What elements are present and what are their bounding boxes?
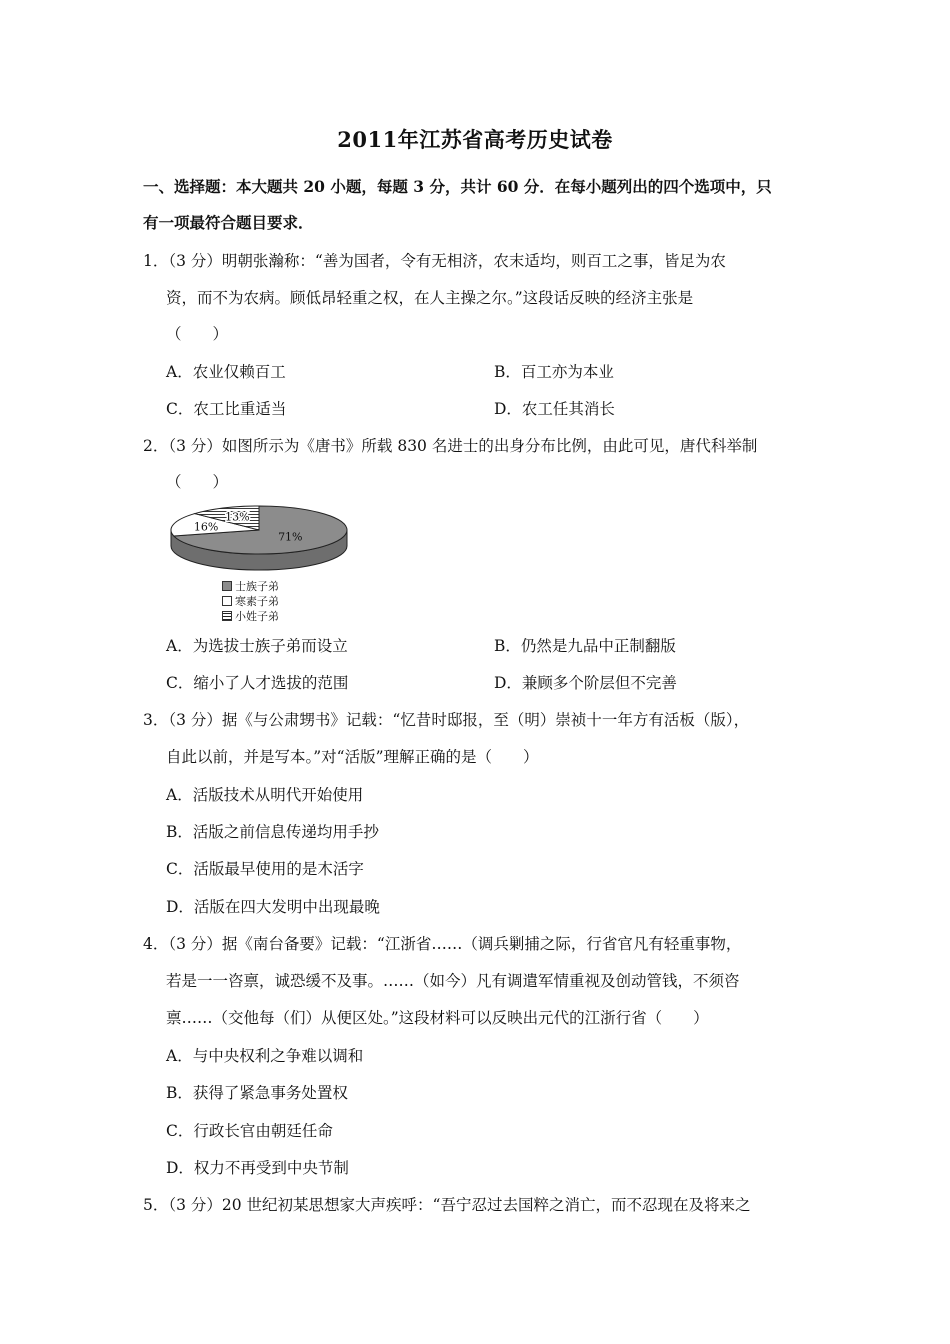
q1-option-a[interactable]: A．农业仅赖百工: [166, 363, 286, 381]
section-heading-line-1: 一、选择题：本大题共 20 小题，每题 3 分，共计 60 分．在每小题列出的四个选项中，只: [143, 177, 772, 196]
q4-stem-line-3: 禀……（交他每（们）从便区处。”这段材料可以反映出元代的江浙行省（ ）: [166, 1009, 709, 1027]
legend-label-xiaoxing: 小姓子弟: [235, 610, 279, 623]
legend-swatch-xiaoxing: [222, 611, 232, 621]
pie-label-hansu: 16%: [193, 520, 219, 534]
q4-stem-line-2: 若是一一咨禀，诚恐缓不及事。……（如今）凡有调遣军情重视及创动管钱，不须咨: [166, 972, 740, 990]
q3-option-c[interactable]: C．活版最早使用的是木活字: [166, 860, 364, 878]
section-heading-line-2: 有一项最符合题目要求．: [143, 213, 314, 232]
legend-item-hansu: [222, 595, 279, 609]
legend-item-xiaoxing: [222, 610, 279, 624]
legend-swatch-shizu: [222, 581, 232, 591]
q2-option-b[interactable]: B．仍然是九品中正制翻版: [494, 637, 676, 655]
q1-stem-line-1: 1．（3 分）明朝张瀚称：“善为国者，令有无相济，农末适均，则百工之事，皆足为农: [143, 252, 726, 270]
legend-label-shizu: 士族子弟: [235, 580, 279, 593]
pie-label-xiaoxing: 13%: [225, 510, 250, 524]
q2-option-a[interactable]: A．为选拔士族子弟而设立: [166, 637, 348, 655]
q2-stem-line-2: （ ）: [166, 473, 229, 491]
q4-option-a[interactable]: A．与中央权利之争难以调和: [166, 1047, 364, 1065]
q3-option-a[interactable]: A．活版技术从明代开始使用: [166, 786, 364, 804]
pie-chart: [164, 498, 364, 626]
q4-option-d[interactable]: D．权力不再受到中央节制: [166, 1159, 349, 1177]
q1-stem-line-3: （ ）: [166, 325, 229, 343]
q4-stem-line-1: 4．（3 分）据《南台备要》记载：“江浙省……（调兵剿捕之际，行省官凡有轻重事物，: [143, 935, 742, 953]
q4-option-c[interactable]: C．行政长官由朝廷任命: [166, 1122, 333, 1140]
q3-option-d[interactable]: D．活版在四大发明中出现最晚: [166, 898, 380, 916]
q1-option-c[interactable]: C．农工比重适当: [166, 400, 287, 418]
q1-option-b[interactable]: B．百工亦为本业: [494, 363, 614, 381]
q1-stem-line-2: 资，而不为农病。顾低昂轻重之权，在人主操之尔。”这段话反映的经济主张是: [166, 289, 694, 307]
pie-chart-svg: [164, 498, 364, 582]
q3-stem-line-1: 3．（3 分）据《与公肃甥书》记载：“忆昔时邸报，至（明）崇祯十一年方有活板（版），: [143, 711, 750, 729]
q5-stem-line-1: 5．（3 分）20 世纪初某思想家大声疾呼：“吾宁忍过去国粹之消亡，而不忍现在及将来之: [143, 1196, 751, 1214]
q2-option-d[interactable]: D．兼顾多个阶层但不完善: [494, 674, 677, 692]
q3-option-b[interactable]: B．活版之前信息传递均用手抄: [166, 823, 379, 841]
q2-stem-line-1: 2．（3 分）如图所示为《唐书》所载 830 名进士的出身分布比例，由此可见，唐代科举制: [143, 437, 758, 455]
legend-item-shizu: [222, 580, 279, 594]
page-title: 2011年江苏省高考历史试卷: [337, 127, 613, 152]
q2-option-c[interactable]: C．缩小了人才选拔的范围: [166, 674, 349, 692]
q1-option-d[interactable]: D．农工任其消长: [494, 400, 615, 418]
pie-label-shizu: 71%: [278, 530, 303, 544]
legend-swatch-hansu: [222, 596, 232, 606]
q4-option-b[interactable]: B．获得了紧急事务处置权: [166, 1084, 348, 1102]
legend-label-hansu: 寒素子弟: [235, 595, 279, 608]
q3-stem-line-2: 自此以前，并是写本。”对“活版”理解正确的是（ ）: [166, 748, 539, 766]
